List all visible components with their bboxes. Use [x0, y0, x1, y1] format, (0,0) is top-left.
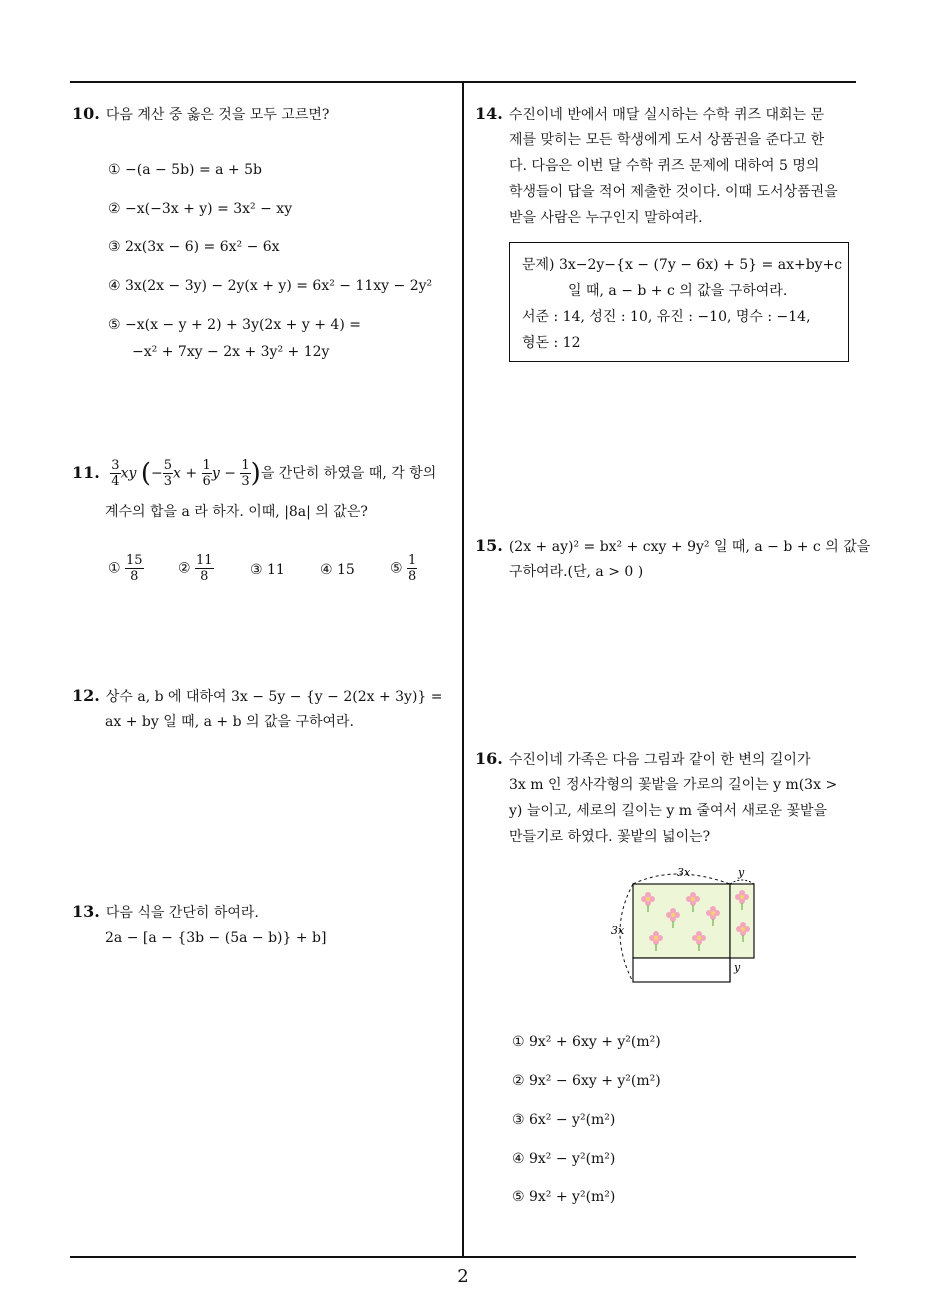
question-15-heading [475, 533, 870, 560]
label-top: 3x [677, 866, 691, 879]
question-text: 상수 a, b 에 대하여 3x − 5y − {y − 2(2x + 3y)} = [105, 689, 443, 705]
q11-option-5: ⑤ $\frac{1}{8}$ [390, 553, 417, 584]
q11-option-4: ④ 15 [320, 562, 355, 578]
fraction: $\frac{1}{6}$ [202, 458, 211, 489]
column-divider [462, 81, 464, 1258]
question-14-heading [475, 101, 824, 128]
question-text: (2x + ay)² = bx² + cxy + 9y² 일 때, a − b + c 의 값을 [508, 539, 871, 555]
q16-option-1: ① 9x² + 6xy + y²(m²) [512, 1034, 661, 1050]
question-16-heading [475, 746, 810, 773]
page-number: 2 [457, 1266, 469, 1287]
fraction: $\frac{3}{4}$ [111, 458, 120, 489]
question-number: 11. [72, 462, 100, 482]
x-term: x + [173, 465, 198, 482]
question-number: 13. [72, 902, 100, 921]
question-number: 15. [475, 536, 503, 555]
question-14-line: 받을 사람은 누구인지 말하여라. [509, 210, 703, 226]
question-text: 다음 계산 중 옳은 것을 모두 고르면? [105, 107, 330, 123]
q10-option-3: ③ 2x(3x − 6) = 6x² − 6x [108, 239, 280, 255]
label-left: 3x [611, 924, 625, 937]
question-12-line2: ax + by 일 때, a + b 의 값을 구하여라. [105, 714, 355, 730]
box-line: 형돈 : 12 [522, 335, 581, 351]
q10-option-5: ⑤ −x(x − y + 2) + 3y(2x + y + 4) = [108, 317, 361, 333]
question-number: 12. [72, 686, 100, 705]
q10-option-1: ① −(a − 5b) = a + 5b [108, 162, 262, 178]
open-paren: ( [140, 458, 151, 489]
label-right-bottom: y [734, 961, 741, 974]
question-11-line2: 계수의 합을 a 라 하자. 이때, |8a| 의 값은? [105, 504, 368, 520]
problem-box [509, 242, 849, 362]
question-text: 을 간단히 하였을 때, 각 항의 [260, 465, 437, 482]
q16-option-4: ④ 9x² − y²(m²) [512, 1151, 616, 1167]
question-12-heading [72, 683, 443, 710]
question-16-line: 만들기로 하였다. 꽃밭의 넓이는? [509, 829, 711, 845]
q16-option-2: ② 9x² − 6xy + y²(m²) [512, 1073, 661, 1089]
box-line: 일 때, a − b + c 의 값을 구하여라. [568, 283, 788, 299]
q11-option-2: ② $\frac{11}{8}$ [178, 553, 213, 584]
box-line: 문제) 3x−2y−{x − (7y − 6x) + 5} = ax+by+c [522, 257, 843, 273]
question-14-line: 학생들이 답을 적어 제출한 것이다. 이때 도서상품권을 [509, 184, 838, 200]
q10-option-4: ④ 3x(2x − 3y) − 2y(x + y) = 6x² − 11xy − 2y² [108, 278, 433, 294]
question-text: 수진이네 가족은 다음 그림과 같이 한 변의 길이가 [508, 752, 811, 768]
fraction: $\frac{5}{3}$ [163, 458, 173, 489]
q11-option-3: ③ 11 [250, 562, 285, 578]
bottom-rule [70, 1256, 856, 1258]
question-11-heading [72, 458, 436, 489]
question-number: 16. [475, 749, 503, 768]
question-text: 다음 식을 간단히 하여라. [105, 905, 259, 921]
question-13-heading [72, 899, 259, 926]
y-term: y − [211, 465, 236, 482]
question-number: 14. [475, 104, 503, 123]
fraction: $\frac{1}{3}$ [241, 458, 250, 489]
question-13-expr: 2a − [a − {3b − (5a − b)} + b] [105, 930, 327, 946]
garden-figure [605, 862, 765, 986]
label-right-top: y [738, 866, 745, 879]
q16-option-3: ③ 6x² − y²(m²) [512, 1112, 616, 1128]
question-15-line2: 구하여라.(단, a > 0 ) [509, 564, 644, 580]
question-16-line: y) 늘이고, 세로의 길이는 y m 줄여서 새로운 꽃밭을 [509, 803, 828, 819]
q16-option-5: ⑤ 9x² + y²(m²) [512, 1189, 616, 1205]
q10-option-2: ② −x(−3x + y) = 3x² − xy [108, 201, 293, 217]
question-14-line: 다. 다음은 이번 달 수학 퀴즈 문제에 대하여 5 명의 [509, 158, 820, 174]
removed-strip [633, 958, 730, 982]
question-number: 10. [72, 104, 100, 123]
question-text: 수진이네 반에서 매달 실시하는 수학 퀴즈 대회는 문 [508, 107, 824, 123]
question-14-line: 제를 맞히는 모든 학생에게 도서 상품권을 준다고 한 [509, 132, 825, 148]
close-paren: ) [250, 458, 261, 489]
box-line: 서준 : 14, 성진 : 10, 유진 : −10, 명수 : −14, [522, 309, 811, 325]
question-10-heading [72, 101, 329, 128]
q10-option-5-cont: −x² + 7xy − 2x + 3y² + 12y [132, 344, 330, 360]
minus-sign: − [151, 465, 163, 482]
q11-option-1: ① $\frac{15}{8}$ [108, 553, 143, 584]
question-16-line: 3x m 인 정사각형의 꽃밭을 가로의 길이는 y m(3x > [509, 777, 838, 793]
expr-head: xy [120, 465, 137, 482]
